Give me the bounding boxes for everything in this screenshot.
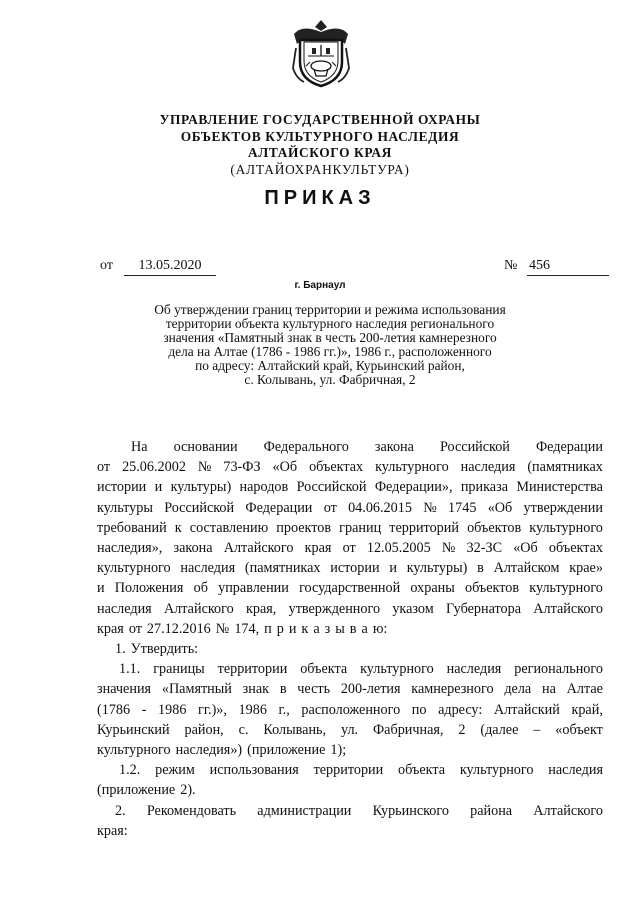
body-line: 2. Рекомендовать администрации Курьинского района Алтайского — [115, 802, 603, 819]
document-type-heading: ПРИКАЗ — [264, 187, 376, 209]
title-line: дела на Алтае (1786 - 1986 гг.)», 1986 г., расположенного — [168, 344, 492, 359]
body-line: и Положения об управлении государственной охраны объектов культурного — [97, 580, 603, 597]
city-label: г. Барнаул — [294, 280, 346, 291]
body-line: Курьинский район, с. Колывань, ул. Фабричная, 2 (далее – «объект — [97, 721, 603, 738]
body-line: (приложение 2). — [97, 782, 196, 799]
body-line: На основании Федерального закона Российской Федерации — [131, 439, 603, 455]
agency-line-3: АЛТАЙСКОГО КРАЯ — [248, 145, 392, 160]
coat-of-arms-icon — [290, 18, 352, 88]
title-line: с. Колывань, ул. Фабричная, 2 — [244, 372, 416, 387]
body-line: края от 27.12.2016 № 174, п р и к а з ы в а ю: — [97, 620, 388, 637]
body-line: значения «Памятный знак в честь 200-летия камнерезного дела на Алтае — [97, 681, 603, 698]
body-line: культурного наследия») (приложение 1); — [97, 742, 347, 759]
body-line: (1786 - 1986 гг.)», 1986 г., расположенного по адресу: Алтайский край, — [97, 701, 603, 718]
number-label: № — [504, 258, 518, 273]
body-line: требований к составлению проектов границ территорий объектов культурного — [97, 519, 603, 536]
body-line: края: — [97, 822, 128, 839]
body-line: наследия», закона Алтайского края от 12.05.2005 № 32-ЗС «Об объектах — [97, 540, 603, 557]
agency-line-1: УПРАВЛЕНИЕ ГОСУДАРСТВЕННОЙ ОХРАНЫ — [159, 112, 481, 127]
body-line: от 25.06.2002 № 73-ФЗ «Об объектах культурного наследия (памятниках — [97, 459, 603, 476]
body-line: наследия Алтайского края, утвержденного указом Губернатора Алтайского — [97, 600, 603, 617]
title-line: территории объекта культурного наследия регионального — [165, 316, 495, 331]
body-line: 1. Утвердить: — [115, 641, 199, 658]
agency-abbreviation: (АЛТАЙОХРАНКУЛЬТУРА) — [230, 161, 410, 177]
body-line: культуры Российской Федерации от 04.06.2015 № 1745 «Об утверждении — [97, 499, 603, 516]
body-line: истории и культуры) народов Российской Федерации», приказа Министерства — [97, 479, 603, 496]
title-line: по адресу: Алтайский край, Курьинский район, — [195, 358, 465, 373]
date-label: от — [100, 258, 113, 273]
body-line: культурного наследия (памятниках истории и культуры) в Алтайском крае» — [97, 560, 603, 577]
title-line: Об утверждении границ территории и режима использования — [154, 302, 506, 317]
title-line: значения «Памятный знак в честь 200-летия камнерезного — [163, 330, 497, 345]
body-line: 1.1. границы территории объекта культурного наследия регионального — [119, 661, 603, 678]
document-date: 13.05.2020 — [124, 258, 216, 276]
agency-line-2: ОБЪЕКТОВ КУЛЬТУРНОГО НАСЛЕДИЯ — [180, 128, 460, 144]
agency-name — [90, 112, 550, 178]
document-number: 456 — [527, 258, 609, 276]
body-line: 1.2. режим использования территории объекта культурного наследия — [119, 762, 603, 779]
document-title — [120, 303, 540, 387]
document-body — [97, 437, 603, 841]
